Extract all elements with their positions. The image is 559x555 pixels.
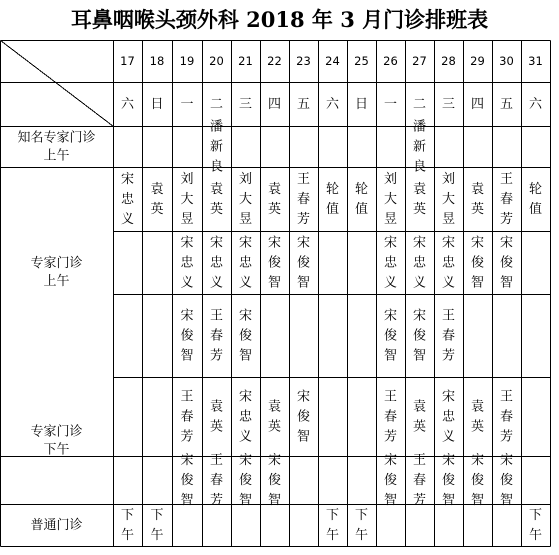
weekday-label: 二: [412, 97, 427, 112]
weekday-label: 六: [120, 97, 135, 112]
schedule-cell-text: 宋: [209, 235, 224, 251]
schedule-cell-text: 春: [209, 328, 224, 344]
weekday-label: 四: [267, 97, 282, 112]
schedule-cell-text: 忠: [180, 255, 194, 271]
schedule-cell-text: 俊: [238, 328, 253, 344]
schedule-cell-text: 王: [209, 308, 224, 324]
schedule-cell-text: 俊: [499, 255, 514, 271]
date-label: 31: [528, 54, 543, 68]
schedule-cell-text: 俊: [470, 473, 485, 488]
weekday-label: 一: [383, 97, 398, 112]
schedule-cell-text: 智: [296, 275, 311, 291]
schedule-cell-text: 英: [267, 419, 282, 435]
schedule-cell-text: 智: [238, 493, 253, 508]
schedule-cell-text: 春: [499, 409, 514, 425]
schedule-cell-text: 午: [150, 528, 164, 543]
row-group-label: 上午: [43, 274, 70, 289]
schedule-cell-text: 英: [470, 419, 485, 435]
schedule-cell-text: 下: [120, 508, 135, 523]
schedule-cell-text: 王: [441, 308, 456, 324]
schedule-cell-text: 宋: [296, 389, 311, 405]
schedule-cell-text: 俊: [267, 255, 282, 271]
schedule-cell-text: 宋: [383, 308, 398, 324]
schedule-cell-text: 义: [412, 275, 427, 291]
schedule-cell-text: 宋: [180, 308, 194, 324]
schedule-cell-text: 智: [238, 348, 253, 364]
schedule-cell-text: 智: [441, 493, 456, 508]
schedule-cell-text: 袁: [267, 182, 282, 197]
schedule-cell-text: 大: [383, 192, 398, 207]
schedule-cell-text: 智: [296, 429, 311, 445]
schedule-cell-text: 袁: [267, 399, 282, 415]
weekday-label: 二: [209, 97, 224, 112]
weekday-label: 五: [296, 97, 311, 112]
schedule-cell-text: 刘: [238, 172, 253, 187]
schedule-cell-text: 俊: [296, 409, 311, 425]
schedule-cell-text: 英: [412, 202, 427, 217]
schedule-cell-text: 午: [354, 528, 369, 543]
date-label: 27: [412, 54, 427, 68]
schedule-cell-text: 俊: [499, 473, 514, 488]
schedule-cell-text: 芳: [296, 212, 311, 227]
schedule-cell-text: 芳: [412, 493, 427, 508]
schedule-cell-text: 俊: [238, 473, 253, 488]
schedule-cell-text: 芳: [209, 493, 224, 508]
schedule-cell-text: 宋: [238, 235, 253, 251]
schedule-cell-text: 智: [470, 275, 485, 291]
schedule-cell-text: 春: [383, 409, 398, 425]
schedule-cell-text: 义: [441, 429, 456, 445]
schedule-cell-text: 下: [528, 508, 543, 523]
schedule-cell-text: 宋: [441, 235, 456, 251]
schedule-cell-text: 宋: [412, 235, 427, 251]
schedule-cell-text: 下: [150, 508, 164, 523]
schedule-cell-text: 英: [209, 419, 224, 435]
schedule-cell-text: 义: [180, 275, 194, 291]
schedule-cell-text: 智: [383, 348, 398, 364]
schedule-cell-text: 昱: [238, 212, 253, 227]
date-label: 29: [470, 54, 485, 68]
row-group-label: 上午: [43, 148, 70, 164]
schedule-cell-text: 春: [499, 192, 514, 207]
schedule-cell-text: 春: [412, 473, 427, 488]
schedule-cell-text: 智: [499, 275, 514, 291]
schedule-cell-text: 义: [441, 275, 456, 291]
schedule-cell-text: 俊: [267, 473, 282, 488]
schedule-cell-text: 智: [180, 348, 194, 364]
schedule-cell-text: 袁: [412, 399, 427, 415]
schedule-cell-text: 忠: [441, 409, 456, 425]
schedule-cell-text: 潘: [209, 119, 224, 135]
schedule-cell-text: 芳: [383, 429, 398, 445]
schedule-cell-text: 芳: [499, 212, 514, 227]
schedule-cell-text: 俊: [412, 328, 427, 344]
schedule-cell-text: 宋: [412, 308, 427, 324]
date-label: 21: [238, 54, 253, 68]
schedule-cell-text: 忠: [120, 192, 135, 207]
schedule-cell-text: 义: [120, 212, 135, 227]
schedule-cell-text: 宋: [499, 235, 514, 251]
schedule-cell-text: 智: [499, 493, 514, 508]
schedule-cell-text: 值: [325, 202, 340, 217]
schedule-cell-text: 宋: [499, 453, 514, 468]
schedule-cell-text: 大: [441, 192, 456, 207]
schedule-cell-text: 宋: [120, 172, 135, 187]
schedule-cell-text: 智: [412, 348, 427, 364]
date-label: 20: [209, 54, 224, 68]
row-group-label: 专家门诊: [30, 256, 83, 271]
date-label: 25: [354, 54, 369, 68]
schedule-cell-text: 俊: [180, 473, 194, 488]
schedule-cell-text: 宋: [470, 453, 485, 468]
schedule-cell-text: 忠: [412, 255, 427, 271]
schedule-table: [0, 40, 559, 555]
schedule-cell-text: 智: [383, 493, 398, 508]
date-label: 30: [499, 54, 514, 68]
weekday-label: 三: [441, 97, 456, 112]
schedule-cell-text: 俊: [441, 473, 456, 488]
schedule-cell-text: 宋: [267, 453, 282, 468]
row-group-label: 知名专家门诊: [17, 130, 96, 146]
schedule-cell-text: 新: [412, 139, 427, 155]
date-label: 19: [179, 54, 195, 68]
schedule-cell-text: 忠: [209, 255, 224, 271]
schedule-cell-text: 王: [209, 453, 224, 468]
schedule-cell-text: 下: [354, 508, 369, 523]
weekday-label: 五: [499, 97, 514, 112]
schedule-cell-text: 英: [209, 202, 224, 217]
schedule-cell-text: 王: [412, 453, 427, 468]
schedule-cell-text: 大: [238, 192, 253, 207]
schedule-cell-text: 大: [180, 192, 194, 207]
schedule-cell-text: 昱: [383, 212, 398, 227]
weekday-label: 三: [238, 97, 253, 112]
schedule-cell-text: 芳: [209, 348, 224, 364]
schedule-cell-text: 芳: [499, 429, 514, 445]
weekday-label: 六: [325, 97, 340, 112]
schedule-cell-text: 智: [180, 493, 194, 508]
row-group-label: 下午: [43, 442, 70, 458]
date-label: 28: [441, 54, 456, 68]
schedule-cell-text: 义: [238, 429, 253, 445]
schedule-cell-text: 袁: [412, 182, 427, 197]
schedule-cell-text: 值: [528, 202, 543, 217]
schedule-cell-text: 袁: [209, 399, 224, 415]
schedule-cell-text: 宋: [238, 453, 253, 468]
date-label: 17: [120, 54, 135, 68]
schedule-cell-text: 春: [209, 473, 224, 488]
schedule-cell-text: 轮: [325, 182, 340, 197]
schedule-cell-text: 宋: [238, 308, 253, 324]
schedule-cell-text: 值: [354, 202, 369, 217]
schedule-cell-text: 忠: [238, 409, 253, 425]
schedule-cell-text: 轮: [528, 182, 543, 197]
schedule-cell-text: 春: [441, 328, 456, 344]
schedule-cell-text: 俊: [383, 473, 398, 488]
schedule-cell-text: 英: [150, 202, 164, 217]
schedule-cell-text: 刘: [180, 172, 194, 187]
schedule-cell-text: 良: [412, 159, 427, 175]
schedule-cell-text: 俊: [470, 255, 485, 271]
schedule-cell-text: 宋: [383, 235, 398, 251]
schedule-cell-text: 俊: [296, 255, 311, 271]
date-label: 24: [325, 54, 340, 68]
schedule-cell-text: 宋: [238, 389, 253, 405]
schedule-cell-text: 英: [412, 419, 427, 435]
schedule-cell-text: 宋: [441, 453, 456, 468]
schedule-cell-text: 义: [238, 275, 253, 291]
schedule-cell-text: 刘: [383, 172, 398, 187]
schedule-cell-text: 午: [325, 528, 340, 543]
schedule-cell-text: 宋: [267, 235, 282, 251]
schedule-cell-text: 芳: [441, 348, 456, 364]
weekday-label: 一: [180, 97, 194, 112]
schedule-cell-text: 智: [267, 493, 282, 508]
schedule-cell-text: 轮: [354, 182, 369, 197]
schedule-cell-text: 王: [296, 172, 311, 187]
schedule-cell-text: 春: [180, 409, 194, 425]
weekday-label: 日: [354, 97, 369, 112]
schedule-cell-text: 义: [209, 275, 224, 291]
schedule-cell-text: 宋: [470, 235, 485, 251]
weekday-label: 六: [528, 97, 543, 112]
schedule-cell-text: 袁: [209, 182, 224, 197]
page-title: 耳鼻咽喉头颈外科 2018 年 3 月门诊排班表: [70, 7, 489, 32]
schedule-cell-text: 良: [209, 159, 224, 175]
schedule-cell-text: 昱: [441, 212, 456, 227]
schedule-cell-text: 下: [325, 508, 340, 523]
schedule-cell-text: 英: [470, 202, 485, 217]
schedule-cell-text: 智: [267, 275, 282, 291]
schedule-cell-text: 潘: [412, 119, 427, 135]
weekday-label: 日: [150, 97, 164, 112]
schedule-cell-text: 新: [209, 139, 224, 155]
schedule-cell-text: 昱: [180, 212, 194, 227]
schedule-cell-text: 王: [499, 389, 514, 405]
date-label: 18: [149, 54, 165, 68]
schedule-cell-text: 袁: [150, 182, 164, 197]
schedule-cell-text: 宋: [296, 235, 311, 251]
schedule-cell-text: 午: [528, 528, 543, 543]
schedule-cell-text: 袁: [470, 182, 485, 197]
schedule-cell-text: 王: [499, 172, 514, 187]
schedule-cell-text: 宋: [383, 453, 398, 468]
corner-diagonal: [1, 41, 114, 127]
schedule-cell-text: 午: [120, 528, 135, 543]
schedule-cell-text: 义: [383, 275, 398, 291]
schedule-cell-text: 刘: [441, 172, 456, 187]
schedule-cell-text: 宋: [441, 389, 456, 405]
schedule-cell-text: 春: [296, 192, 311, 207]
schedule-cell-text: 智: [470, 493, 485, 508]
schedule-cell-text: 王: [180, 389, 194, 405]
schedule-cell-text: 宋: [180, 235, 194, 251]
schedule-cell-text: 俊: [180, 328, 194, 344]
schedule-cell-text: 俊: [383, 328, 398, 344]
schedule-cell-text: 忠: [383, 255, 398, 271]
date-label: 22: [267, 54, 282, 68]
schedule-cell-text: 宋: [180, 453, 194, 468]
row-group-label: 专家门诊: [30, 424, 83, 440]
date-label: 23: [296, 54, 311, 68]
schedule-cell-text: 王: [383, 389, 398, 405]
weekday-label: 四: [470, 97, 485, 112]
date-label: 26: [383, 54, 398, 68]
schedule-cell-text: 袁: [470, 399, 485, 415]
row-group-label: 普通门诊: [30, 518, 83, 533]
schedule-cell-text: 英: [267, 202, 282, 217]
schedule-cell-text: 忠: [238, 255, 253, 271]
schedule-cell-text: 忠: [441, 255, 456, 271]
schedule-cell-text: 芳: [180, 429, 194, 445]
